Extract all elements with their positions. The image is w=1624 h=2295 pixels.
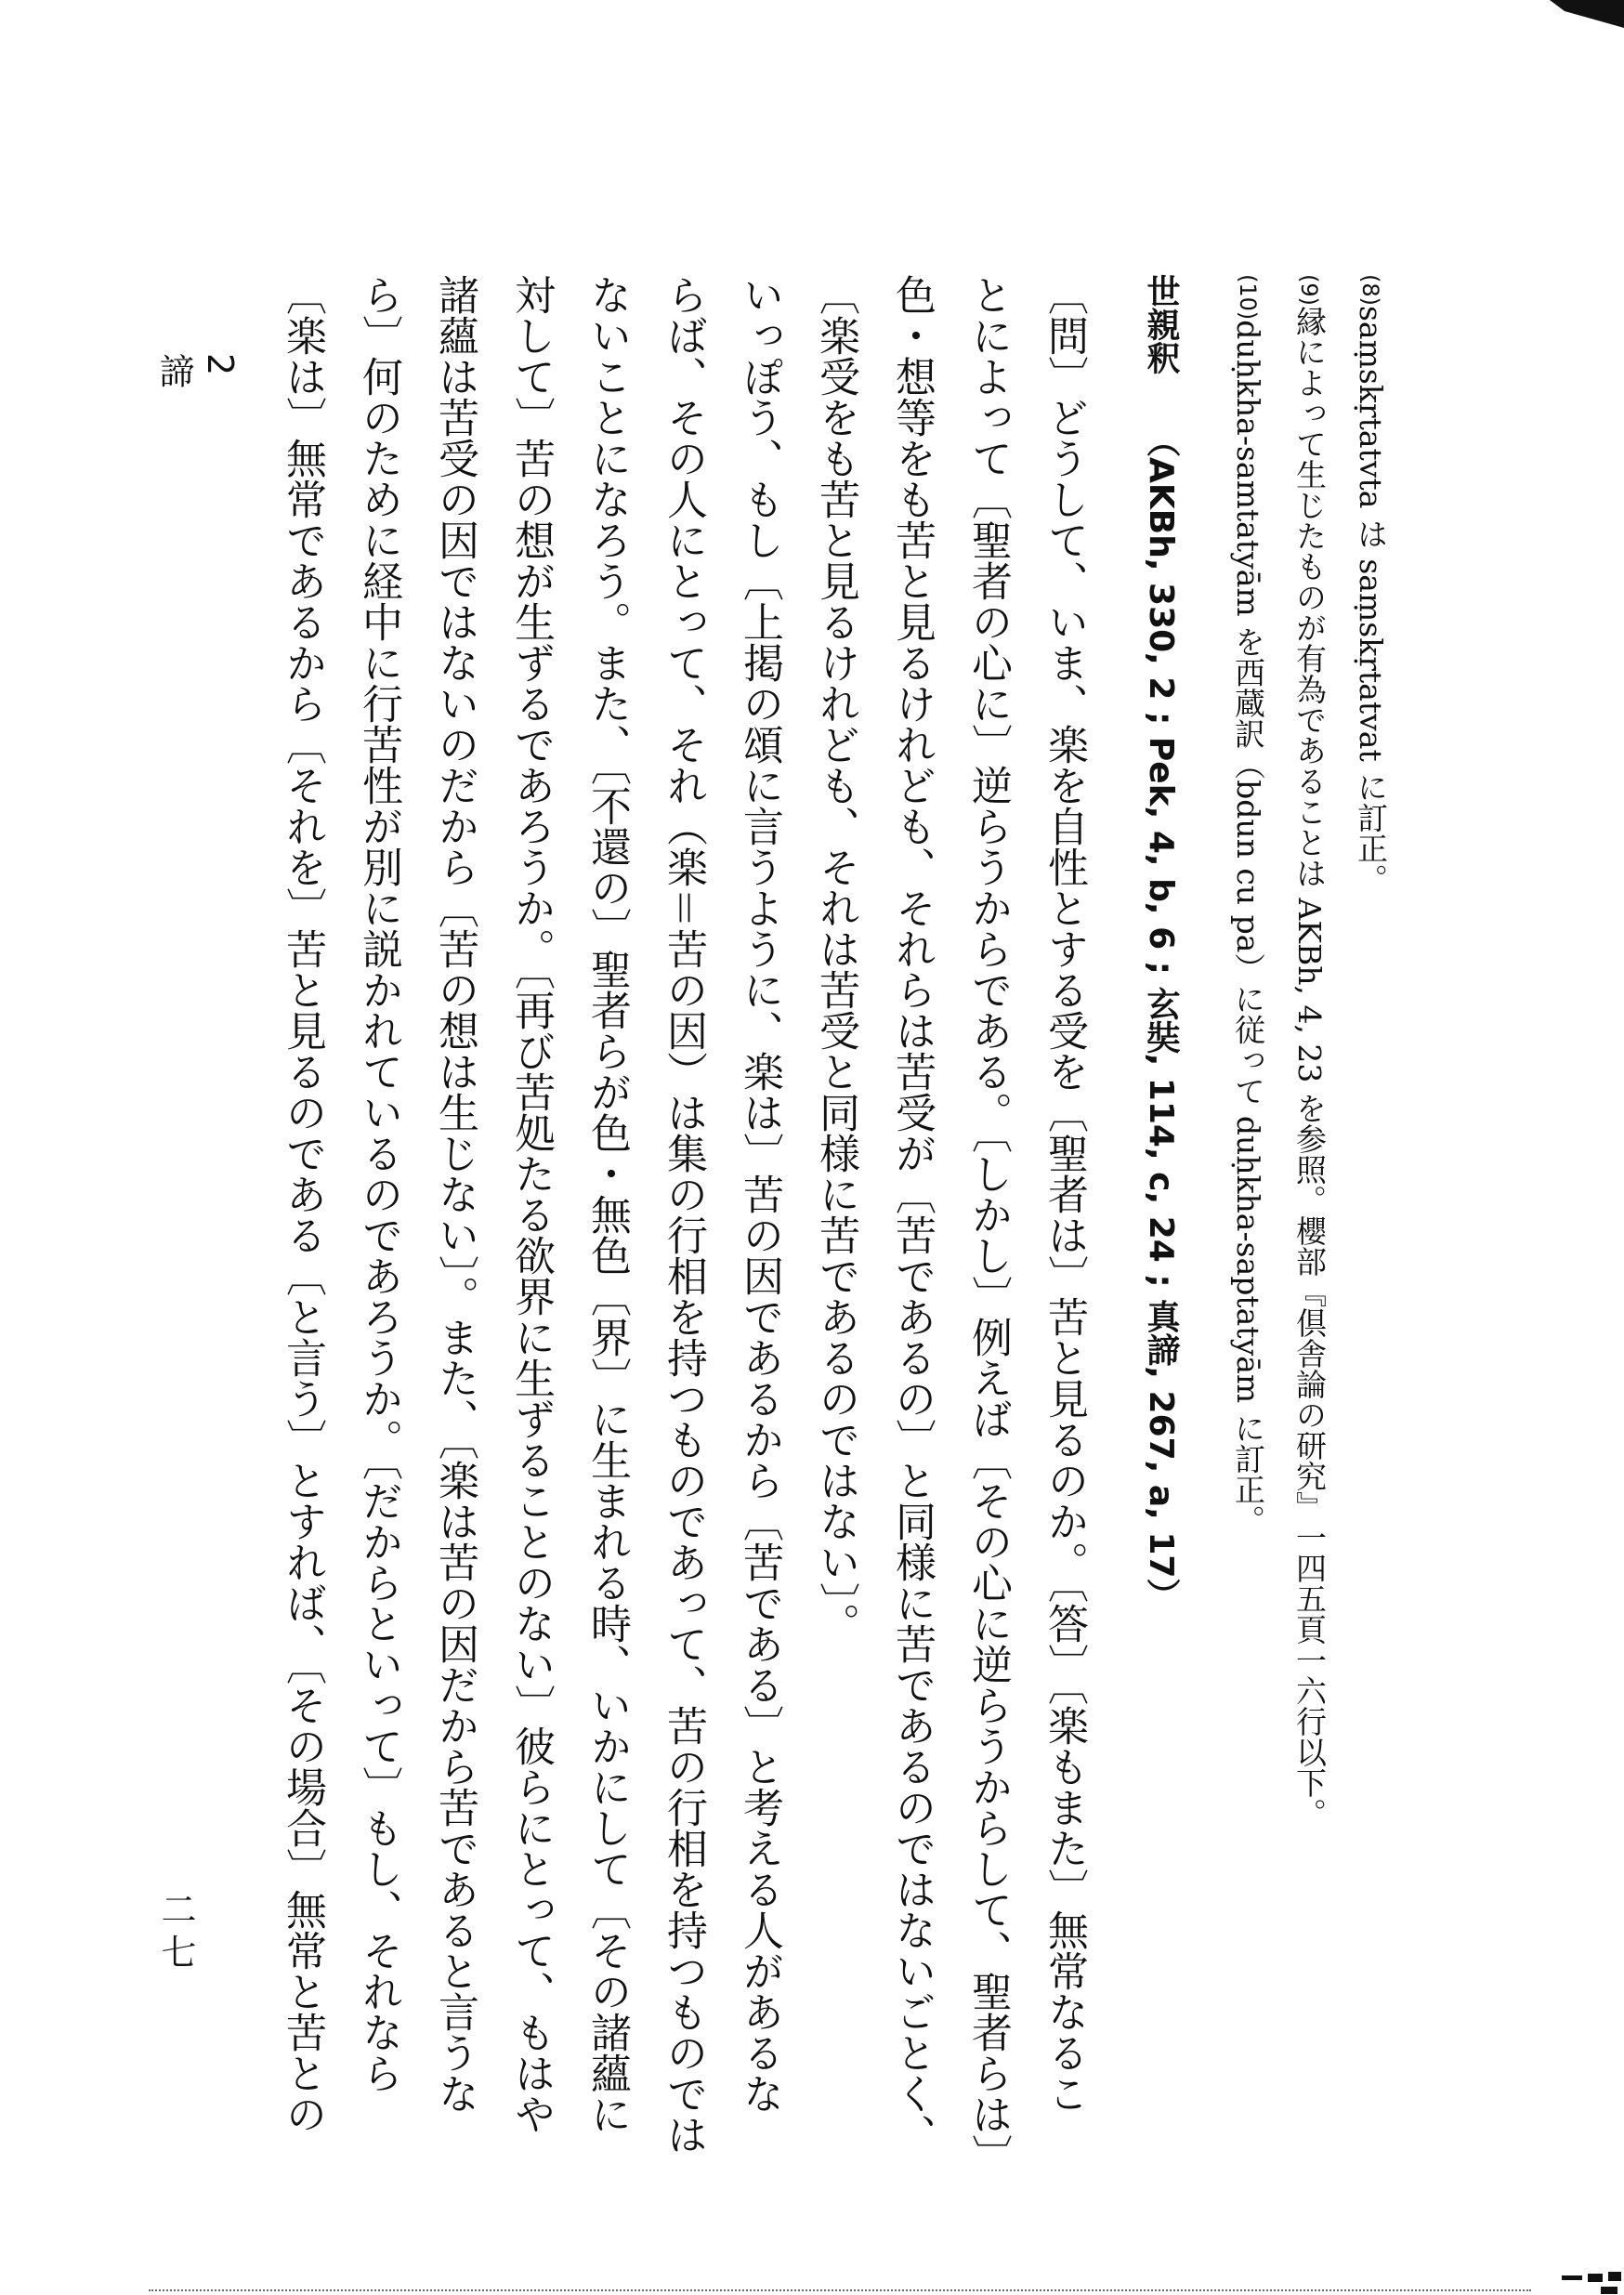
body-line: ら〕何のために経中に行苦性が別に説かれているのであろうか。〔だからといって〕もし、それなら (355, 274, 402, 2093)
body-line: 諸蘊は苦受の因ではないのだから〔苦の想は生じない〕。また、〔楽は苦の因だから苦であると言うな (431, 274, 478, 2114)
footnote-number: (10) (1235, 274, 1261, 321)
running-head-section-number: 2 (200, 353, 241, 376)
body-line: 〔問〕どうして、いま、楽を自性とする受を〔聖者は〕苦と見るのか。〔答〕〔楽もまた〕無常なるこ (1041, 274, 1088, 2114)
footnote-text: duḥkha-samtatyām を西蔵訳（bdun cu pa）に従って duḥkha-saptatyām に訂正。 (1230, 320, 1266, 1536)
body-line: 〔楽は〕無常であるから〔それを〕苦と見るのである〔と言う〕とすれば、〔その場合〕無常と苦との (279, 274, 326, 2134)
scan-artifact-bottom (1554, 2244, 1624, 2295)
footnote-9 (1278, 274, 1340, 2053)
heading-citation: （AKBh, 330, 2 ; Pek, 4, b, 6 ; 玄奘, 114, c, 24 ; 真諦, 267, a, 17） (1142, 423, 1180, 1611)
body-text (264, 274, 1102, 2175)
scan-artifact-top (1550, 0, 1624, 28)
footnote-text: 縁によって生じたものが有為であることは AKBh, 4, 23 を参照。櫻部『倶舎論の研究』一四五頁一六行以下。 (1291, 306, 1328, 1829)
page-content (264, 274, 1401, 2175)
body-line: 対して〕苦の想が生ずるであろうか。〔再び苦処たる欲界に生ずることのない〕彼らにとって、もはや (507, 274, 555, 2134)
footnote-8 (1340, 274, 1401, 2053)
footnote-text: saṃskṛtatvta は saṃskṛtatvat に訂正。 (1353, 306, 1389, 895)
scan-artifact-line (149, 2287, 1531, 2291)
body-line: らば、その人にとって、それ（楽＝苦の因）は集の行相を持つものであって、苦の行相を持つものでは (660, 274, 707, 2155)
body-line: とによって〔聖者の心に〕逆らうからである。〔しかし〕例えば〔その心に逆らうからして、聖者らは〕 (964, 274, 1012, 2175)
page-number: 二七 (155, 1891, 196, 1976)
body-line: ないことになろう。また、〔不還の〕聖者らが色・無色〔界〕に生まれる時、いかにして〔その諸蘊に (583, 274, 631, 2134)
running-head-section-title: 諦 (153, 353, 194, 388)
footnote-number: (9) (1296, 274, 1322, 306)
body-line: 〔楽受をも苦と見るけれども、それは苦受と同様に苦であるのではない〕。 (812, 274, 859, 1644)
footnote-number: (8) (1357, 274, 1383, 306)
footnotes (1217, 274, 1401, 2053)
section-heading (1122, 274, 1198, 2053)
footnote-10 (1217, 274, 1278, 2053)
heading-title: 世親釈 (1142, 274, 1180, 374)
running-head (149, 353, 241, 388)
body-line: いっぽう、もし〔上掲の頌に言うように、楽は〕苦の因であるから〔苦である〕と考える人があるな (736, 274, 783, 2114)
body-line: 色・想等をも苦と見るけれども、それらは苦受が〔苦であるの〕と同様に苦であるのではないごとく、 (888, 274, 936, 2155)
